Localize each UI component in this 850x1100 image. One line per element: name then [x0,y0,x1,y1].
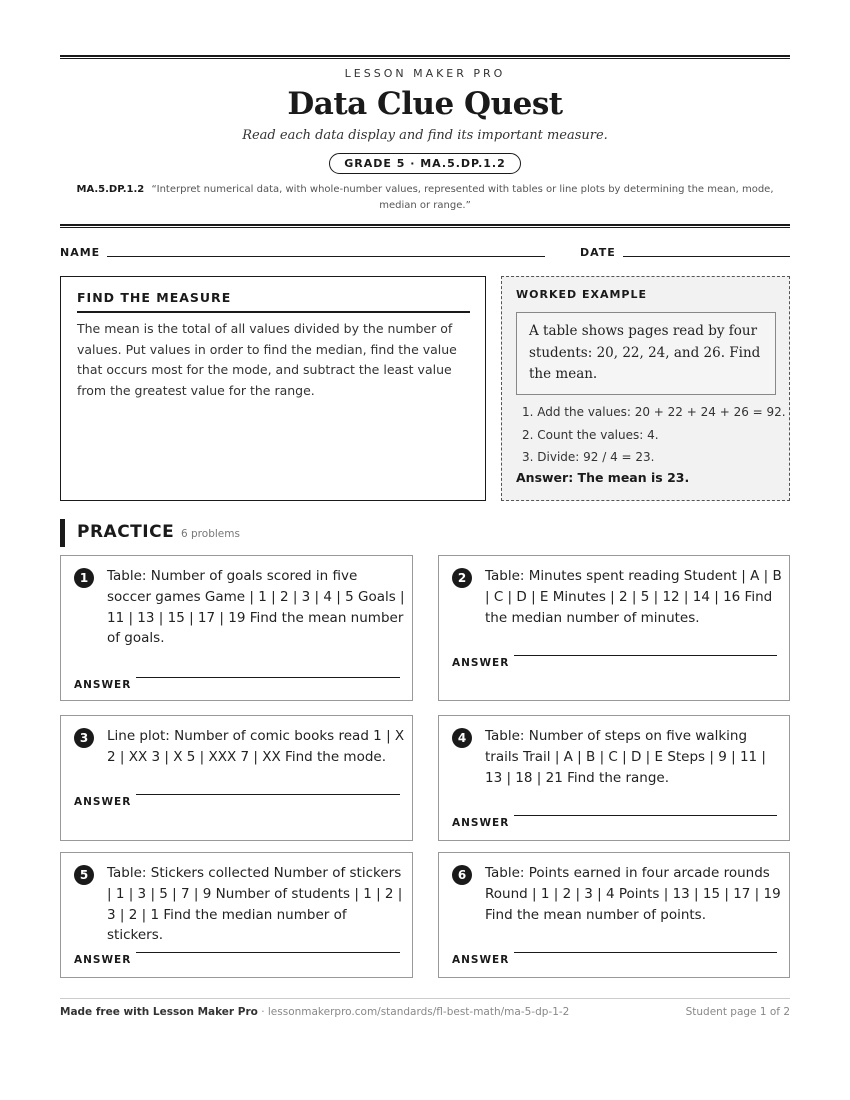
practice-heading: PRACTICE [77,522,175,542]
measure-heading: FIND THE MEASURE [77,290,470,313]
problem-text: Line plot: Number of comic books read 1 | X 2 | XX 3 | X 5 | XXX 7 | XX Find the mode. [107,728,405,765]
problem-card [438,715,790,841]
name-date-row [60,246,790,260]
answer-field[interactable] [136,677,400,678]
name-field[interactable] [107,256,545,257]
problem-card [60,852,413,978]
find-the-measure-box [60,276,486,501]
practice-section-header [60,519,240,547]
footer-credit [60,1006,569,1018]
top-double-rule [60,55,790,59]
grade-badge: GRADE 5 · MA.5.DP.1.2 [329,153,521,174]
worked-example-answer: Answer: The mean is 23. [516,470,690,485]
problem-text: Table: Minutes spent reading Student | A | B | C | D | E Minutes | 2 | 5 | 12 | 14 | 16 Find the median number of minutes. [485,568,782,626]
footer-divider [60,998,790,999]
problem-card [60,715,413,841]
problem-card [438,852,790,978]
worked-example-step: 1. Add the values: 20 + 22 + 24 + 26 = 92. [522,405,786,419]
worked-example-box [501,276,790,501]
problem-text: Table: Number of goals scored in five soccer games Game | 1 | 2 | 3 | 4 | 5 Goals | 11 | 13 | 15 | 17 | 19 Find the mean number of goals. [107,568,405,647]
answer-label: ANSWER [74,679,132,691]
name-label: NAME [60,246,101,259]
problem-card [438,555,790,701]
answer-label: ANSWER [74,796,132,808]
answer-field[interactable] [514,815,777,816]
worksheet-title: Data Clue Quest [287,86,563,122]
measure-body: The mean is the total of all values divided by the number of values. Put values in order to find the median, find the value that occurs most for the mode, and subtract the least value from the greatest value for the range. [77,321,457,398]
answer-label: ANSWER [452,657,510,669]
standard-code: MA.5.DP.1.2 [76,184,145,195]
problem-text: Table: Points earned in four arcade rounds Round | 1 | 2 | 3 | 4 Points | 13 | 15 | 17 | 19 Find the mean number of points. [485,865,781,923]
problem-number-badge: 4 [452,728,472,748]
problem-number-badge: 6 [452,865,472,885]
answer-field[interactable] [136,794,400,795]
problem-text: Table: Number of steps on five walking trails Trail | A | B | C | D | E Steps | 9 | 11 | 13 | 18 | 21 Find the range. [485,728,766,786]
footer-made-with: Made free with Lesson Maker Pro [60,1006,258,1018]
footer-url[interactable]: · lessonmakerpro.com/standards/fl-best-math/ma-5-dp-1-2 [257,1006,570,1018]
answer-label: ANSWER [452,954,510,966]
answer-field[interactable] [514,655,777,656]
problem-number-badge: 2 [452,568,472,588]
worked-example-problem: A table shows pages read by four students: 20, 22, 24, and 26. Find the mean. [516,312,776,395]
date-label: DATE [580,246,616,259]
brand-name: LESSON MAKER PRO [344,67,506,80]
problem-number-badge: 5 [74,865,94,885]
problem-number-badge: 3 [74,728,94,748]
problem-text: Table: Stickers collected Number of stickers | 1 | 3 | 5 | 7 | 9 Number of students | 1 | 2 | 3 | 2 | 1 Find the median number of stickers. [107,865,403,944]
date-field[interactable] [623,256,790,257]
footer-page-number: Student page 1 of 2 [685,1006,790,1018]
answer-label: ANSWER [74,954,132,966]
standard-text: “Interpret numerical data, with whole-number values, represented with tables or line plots by determining the mean, mode, median or range.” [151,184,774,211]
problem-card [60,555,413,701]
worked-example-step: 3. Divide: 92 / 4 = 23. [522,450,655,464]
answer-field[interactable] [514,952,777,953]
worked-example-step: 2. Count the values: 4. [522,427,659,442]
worked-example-steps [522,401,786,469]
answer-label: ANSWER [452,817,510,829]
answer-field[interactable] [136,952,400,953]
worked-example-heading: WORKED EXAMPLE [516,288,647,301]
header-bottom-rule [60,224,790,228]
worksheet-subtitle: Read each data display and find its important measure. [242,128,608,143]
standard-description [70,182,780,214]
problem-number-badge: 1 [74,568,94,588]
practice-count: 6 problems [181,528,240,540]
